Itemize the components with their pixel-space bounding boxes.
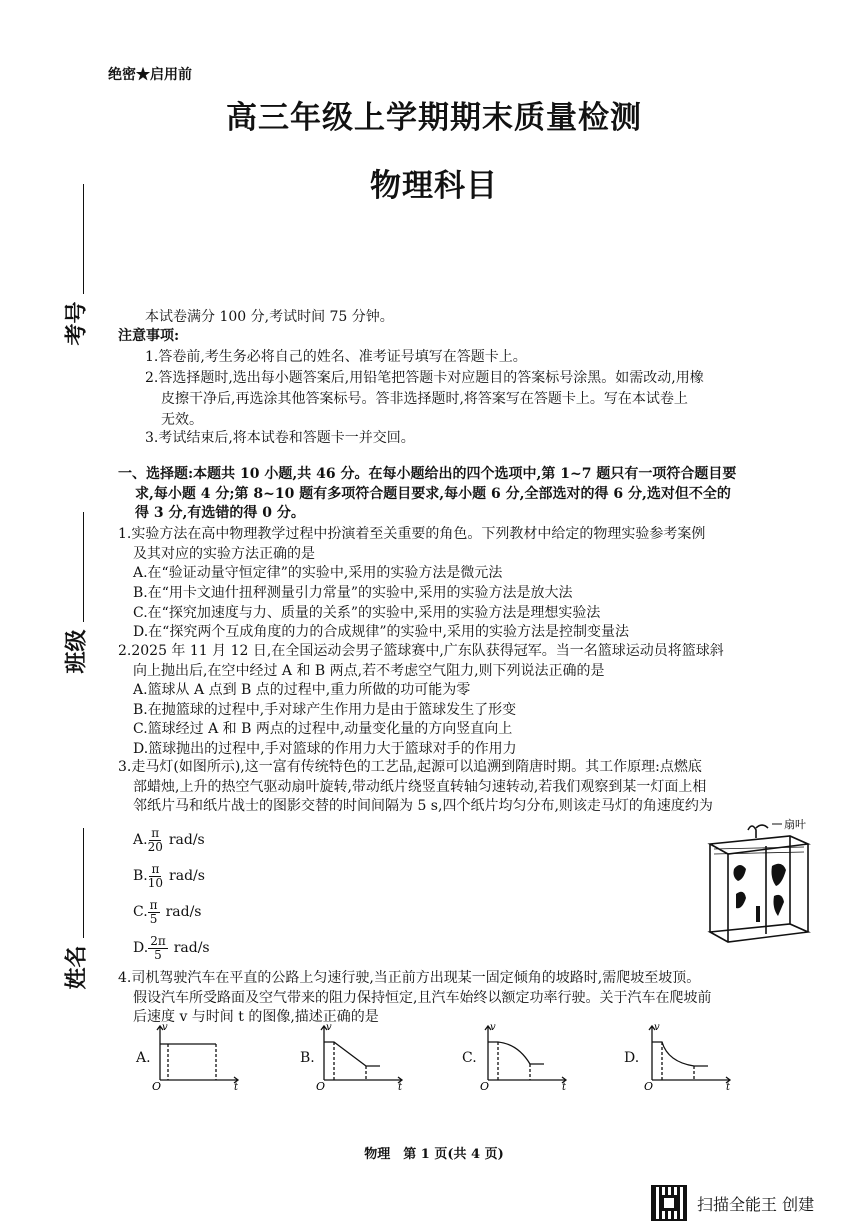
section1-line-2: 求,每小题 4 分;第 8~10 题有多项符合题目要求,每小题 6 分,全部选对的得 6 分,选对但不全的 (135, 486, 731, 502)
origin: O (152, 1080, 162, 1092)
q3-option-d (133, 934, 210, 962)
graph-c (480, 1020, 572, 1092)
graph-a-letter: A. (136, 1050, 151, 1066)
origin: O (316, 1080, 326, 1092)
name-line (83, 828, 84, 938)
q1-stem-2: 及其对应的实验方法正确的是 (133, 546, 315, 562)
q4-stem-1: 4.司机驾驶汽车在平直的公路上匀速行驶,当正前方出现某一固定倾角的坡路时,需爬坡至坡顶。 (118, 970, 701, 986)
q4-stem-3: 后速度 v 与时间 t 的图像,描述正确的是 (133, 1009, 379, 1025)
q2-option-b: B.在抛篮球的过程中,手对球产生作用力是由于篮球发生了形变 (133, 702, 517, 718)
q2-stem-1: 2.2025 年 11 月 12 日,在全国运动会男子篮球赛中,广东队获得冠军。当一名篮球运动员将篮球斜 (118, 643, 724, 659)
origin: O (480, 1080, 490, 1092)
denominator: 10 (147, 875, 164, 890)
q2-option-c: C.篮球经过 A 和 B 两点的过程中,动量变化量的方向竖直向上 (133, 721, 513, 737)
numerator: π (151, 825, 160, 840)
note-1: 1.答卷前,考生务必将自己的姓名、准考证号填写在答题卡上。 (145, 349, 527, 365)
q1-option-c: C.在“探究加速度与力、质量的关系”的实验中,采用的实验方法是理想实验法 (133, 605, 601, 621)
unit: rad/s (165, 904, 202, 920)
graph-a (152, 1020, 244, 1092)
q3-stem-3: 邻纸片马和纸片战士的图影交替的时间间隔为 5 s,四个纸片均匀分布,则该走马灯的角速度约为 (133, 798, 713, 814)
note-2-end: 无效。 (161, 412, 203, 428)
fraction (148, 899, 160, 926)
axis-t: t (398, 1082, 403, 1092)
confidential-mark: 绝密★启用前 (108, 67, 192, 83)
fan-label: 扇叶 (784, 818, 806, 831)
graph-d-letter: D. (624, 1050, 640, 1066)
graph-d (644, 1020, 736, 1092)
exam-title: 高三年级上学期期末质量检测 (226, 100, 642, 136)
numerator: 2π (150, 933, 166, 948)
axis-t: t (234, 1082, 239, 1092)
score-info: 本试卷满分 100 分,考试时间 75 分钟。 (145, 309, 394, 325)
axis-v: v (326, 1022, 332, 1033)
section1-line-1: 一、选择题:本题共 10 小题,共 46 分。在每小题给出的四个选项中,第 1~7 题只有一项符合题目要 (118, 466, 737, 482)
denominator: 20 (147, 839, 163, 854)
fraction (148, 863, 163, 890)
axis-t: t (562, 1082, 567, 1092)
q3-stem-2: 部蜡烛,上升的热空气驱动扇叶旋转,带动纸片绕竖直转轴匀速转动,若我们观察到某一灯面上相 (133, 779, 707, 795)
fraction (148, 827, 163, 854)
q2-option-a: A.篮球从 A 点到 B 点的过程中,重力所做的功可能为零 (133, 682, 471, 698)
graph-b (316, 1020, 408, 1092)
q3-option-b (133, 862, 210, 890)
axis-v: v (162, 1022, 168, 1033)
page-footer: 物理 第 1 页(共 4 页) (364, 1147, 504, 1162)
notes-title: 注意事项: (118, 328, 180, 344)
option-letter: D. (133, 940, 149, 956)
exam-no-line (83, 184, 84, 294)
unit: rad/s (169, 868, 205, 884)
unit: rad/s (173, 940, 210, 956)
q1-option-a: A.在“验证动量守恒定律”的实验中,采用的实验方法是微元法 (133, 565, 503, 581)
option-letter: A. (133, 832, 148, 848)
q4-stem-2: 假设汽车所受路面及空气带来的阻力保持恒定,且汽车始终以额定功率行驶。关于汽车在爬坡前 (133, 990, 712, 1006)
axis-v: v (490, 1022, 496, 1033)
axis-v: v (654, 1022, 660, 1033)
numerator: π (151, 861, 160, 876)
denominator: 5 (149, 911, 158, 926)
denominator: 5 (154, 947, 162, 962)
lantern-figure (700, 814, 820, 944)
note-2-cont: 皮擦干净后,再选涂其他答案标号。答非选择题时,将答案写在答题卡上。写在本试卷上 (161, 391, 688, 407)
q2-option-d: D.篮球抛出的过程中,手对篮球的作用力大于篮球对手的作用力 (133, 741, 517, 757)
note-3: 3.考试结束后,将本试卷和答题卡一并交回。 (145, 430, 415, 446)
q3-options (133, 826, 210, 962)
option-letter: C. (133, 904, 148, 920)
q3-stem-1: 3.走马灯(如图所示),这一富有传统特色的工艺品,起源可以追溯到隋唐时期。其工作原理:点燃底 (118, 759, 702, 775)
q2-stem-2: 向上抛出后,在空中经过 A 和 B 两点,若不考虑空气阻力,则下列说法正确的是 (133, 663, 605, 679)
origin: O (644, 1080, 654, 1092)
graph-c-letter: C. (462, 1050, 477, 1066)
scanner-watermark (651, 1185, 814, 1221)
exam-subject: 物理科目 (370, 168, 498, 204)
unit: rad/s (168, 832, 205, 848)
q3-option-c (133, 898, 210, 926)
axis-t: t (726, 1082, 731, 1092)
fraction (148, 935, 168, 962)
option-letter: B. (133, 868, 148, 884)
graph-b-letter: B. (300, 1050, 315, 1066)
q1-option-d: D.在“探究两个互成角度的力的合成规律”的实验中,采用的实验方法是控制变量法 (133, 624, 629, 640)
class-line (83, 512, 84, 622)
class-label: 班级 (63, 629, 90, 674)
section1-line-3: 得 3 分,有选错的得 0 分。 (135, 505, 305, 521)
q1-option-b: B.在“用卡文迪什扭秤测量引力常量”的实验中,采用的实验方法是放大法 (133, 585, 573, 601)
watermark-text: 扫描全能王 创建 (697, 1194, 815, 1214)
note-2: 2.答选择题时,选出每小题答案后,用铅笔把答题卡对应题目的答案标号涂黑。如需改动,用橡 (145, 370, 704, 386)
q1-stem-1: 1.实验方法在高中物理教学过程中扮演着至关重要的角色。下列教材中给定的物理实验参考案例 (118, 526, 706, 542)
exam-no-label: 考号 (63, 301, 90, 346)
name-label: 姓名 (63, 945, 90, 990)
numerator: π (149, 897, 158, 912)
q3-option-a (133, 826, 210, 854)
qr-code-icon (651, 1185, 687, 1221)
